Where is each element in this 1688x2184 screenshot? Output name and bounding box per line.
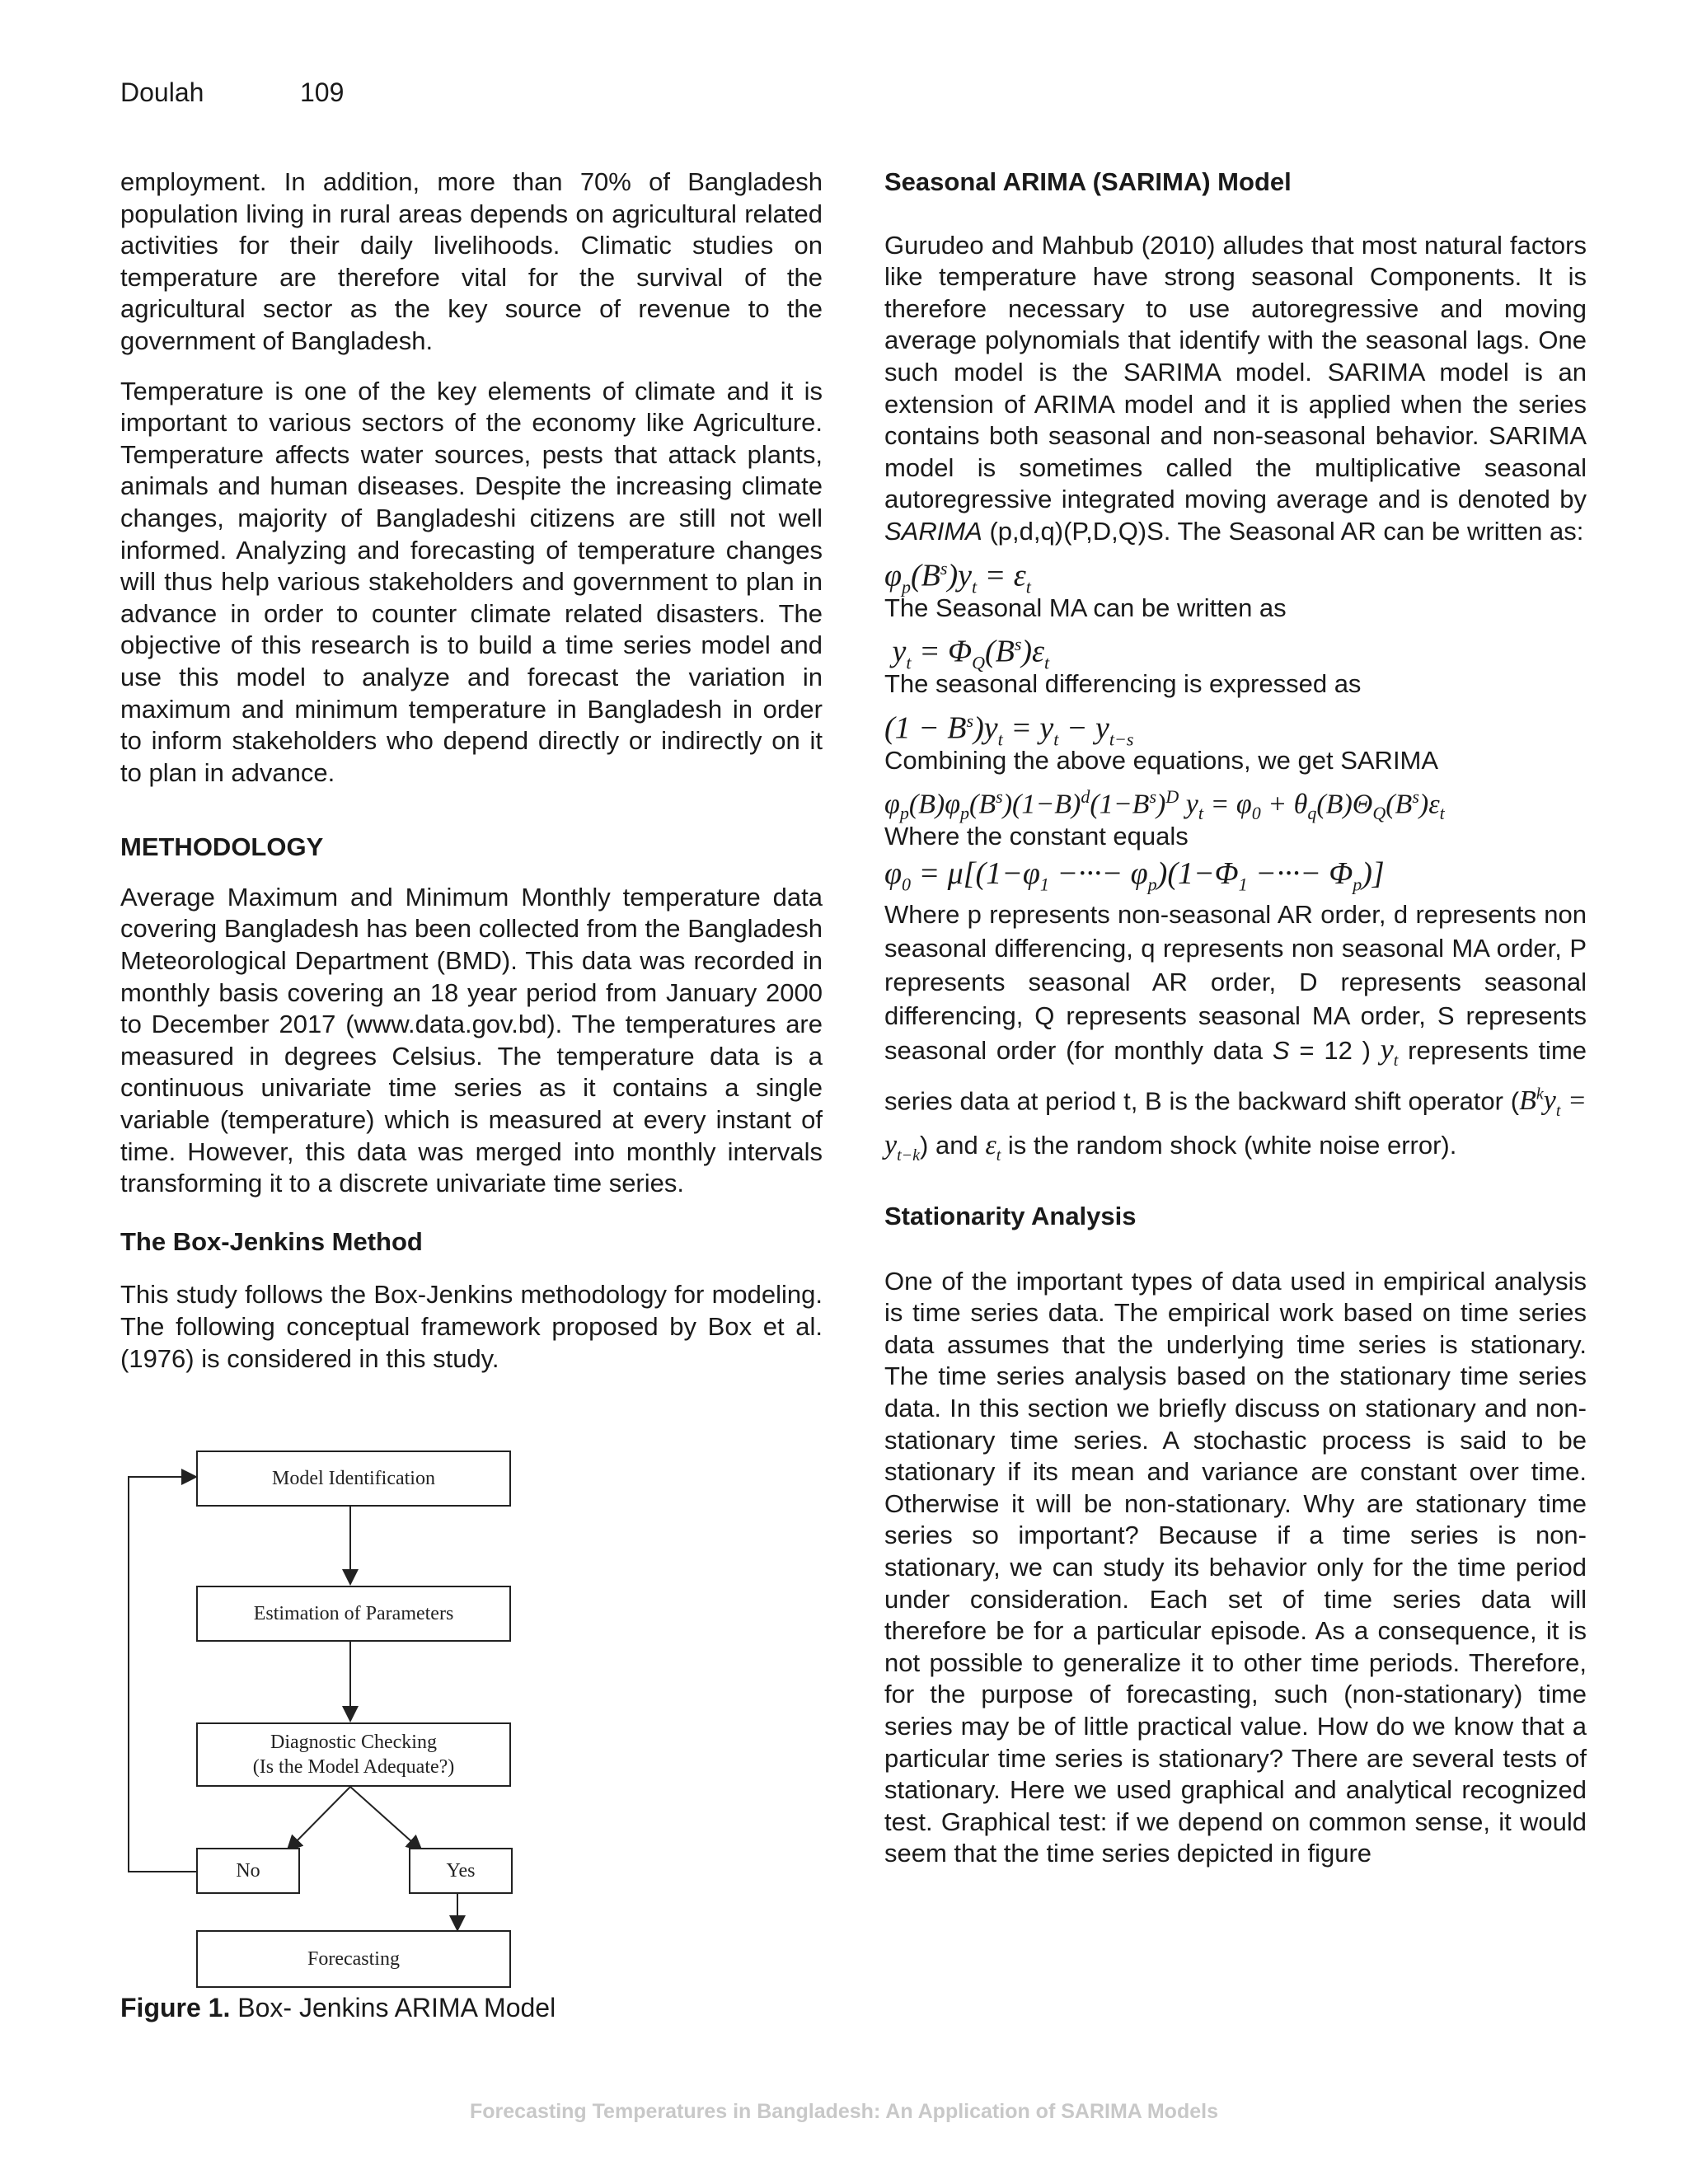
page-number: 109 [300,77,345,107]
subsection-heading: The Box-Jenkins Method [120,1226,423,1256]
right-column [884,166,1587,1888]
paragraph: Temperature is one of the key elements of climate and it is important to various sectors of the economy like Agriculture. Temperature affects water sources, pests that attack plants, animals and human diseases. Despite the increasing climate changes, majority of Bangladeshi citizens are still not well informed. Analyzing and forecasting of temperature changes will thus help various stakeholders and government to plan in advance in order to counter climate related disasters. The objective of this research is to build a time series model and use this model to analyze and forecast the variation in maximum and minimum temperature in Bangladesh in order to inform stakeholders who depend directly or indirectly on it to plan in advance. [120,376,823,787]
author-name: Doulah [120,77,204,107]
running-footer: Forecasting Temperatures in Bangladesh: An Application of SARIMA Models [470,2100,1218,2123]
equation-seasonal-ma: $y_t = \Phi_Q(B^s)\varepsilon_t$ [884,634,1050,673]
equation-constant: $\varphi_0 = \mu[(1-\varphi_1$ −···− $\varphi_p)(1-\Phi_1$ −···− $\Phi_p$)] [884,855,1385,895]
feedback-loop [129,1477,198,1872]
section-heading: METHODOLOGY [120,832,324,862]
flow-no: No [196,1848,300,1894]
flow-yes: Yes [409,1848,513,1894]
paragraph: Average Maximum and Minimum Monthly temperature data covering Bangladesh has been collected from the Bangladesh Meteorological Department (BMD). This data was recorded in monthly basis covering an 18 year period from January 2000 to December 2017 (www.data.gov.bd). The temperatures are measured in degrees Celsius. The temperature data is a continuous univariate time series as it contains a single variable (temperature) which is measured at every instant of time. However, this data was merged into monthly intervals transforming it to a discrete univariate time series. [120,882,823,1198]
paragraph: Where the constant equals [884,822,1189,851]
arrow [288,1787,350,1849]
paragraph: employment. In addition, more than 70% of Bangladesh population living in rural areas depends on agricultural related activities for their daily livelihoods. Climatic studies on temperature are therefore vital for the survival of the agricultural sector as the key source of revenue to the government of Bangladesh. [120,167,823,355]
paragraph: The Seasonal MA can be written as [884,593,1287,622]
section-heading: Stationarity Analysis [884,1202,1137,1231]
flow-estimation: Estimation of Parameters [196,1586,511,1642]
paragraph: Where p represents non-seasonal AR order, d represents non seasonal differencing, q represents non seasonal MA order, P represents seasonal AR order, D represents seasonal differencing, Q represents seasonal MA order, S represents seasonal order (for monthly data S = 12 ) $y_t$ represents time series data at period t, B is the backward shift operator $(B^ky_t = y_{t-k})$ and $\varepsilon_t$ is the random shock (white noise error). [884,899,1587,1165]
left-column [120,166,823,1393]
figure-caption: Figure 1. Box- Jenkins ARIMA Model [120,1993,556,2022]
section-heading: Seasonal ARIMA (SARIMA) Model [884,167,1292,196]
equation-seasonal-ar: $\varphi_p(B^s)y_t = \varepsilon_t$ [884,557,1031,597]
paragraph: This study follows the Box-Jenkins methodology for modeling. The following conceptual framework proposed by Box et al. (1976) is considered in this study. [120,1280,823,1373]
paragraph: Combining the above equations, we get SARIMA [884,745,1439,775]
paragraph: One of the important types of data used in empirical analysis is time series data. The empirical work based on time series data assumes that the underlying time series is stationary. The time series analysis based on the stationary time series data. In this section we briefly discuss on stationary and non-stationary time series. A stochastic process is said to be stationary if its mean and variance are constant over time. Otherwise it will be non-stationary. Why are stationary time series so important? Because if a time series is non-stationary, we can study its behavior only for the time period under consideration. Each set of time series data will therefore be for a particular episode. As a consequence, it is not possible to generalize it to other time periods. Therefore, for the purpose of forecasting, such (non-stationary) time series may be of little practical value. How do we know that a particular time series is stationary? There are several tests of stationary. Here we used graphical and analytical recognized test. Graphical test: if we depend on common sense, it would seem that the time series depicted in figure [884,1266,1587,1868]
equation-sarima: $\varphi_p(B)\varphi_p(B^s)(1-B)^d(1-B^s)^D$ $y_t = \varphi_0 + \theta_q(B)\Theta_Q(B^s)\varepsilon_t$ [884,786,1445,824]
paragraph: Gurudeo and Mahbub (2010) alludes that most natural factors like temperature have strong seasonal Components. It is therefore necessary to use autoregressive and moving average polynomials that identify with the seasonal lags. One such model is the SARIMA model. SARIMA model is an extension of ARIMA model and it is applied when the series contains both seasonal and non-seasonal behavior. SARIMA model is sometimes called the multiplicative seasonal autoregressive integrated moving average and is denoted by SARIMA (p,d,q)(P,D,Q)S. The Seasonal AR can be written as: [884,230,1587,546]
box-jenkins-flowchart [115,1447,528,1991]
flow-model-identification: Model Identification [196,1451,511,1507]
equation-seasonal-differencing: $(1 - B^s)y_t = y_t - y_{t-s}$ [884,710,1134,749]
flow-diagnostic-checking: Diagnostic Checking (Is the Model Adequate?) [196,1722,511,1787]
paragraph: The seasonal differencing is expressed as [884,669,1362,699]
page-header [120,77,345,108]
arrow [350,1787,420,1849]
flow-forecasting: Forecasting [196,1930,511,1988]
